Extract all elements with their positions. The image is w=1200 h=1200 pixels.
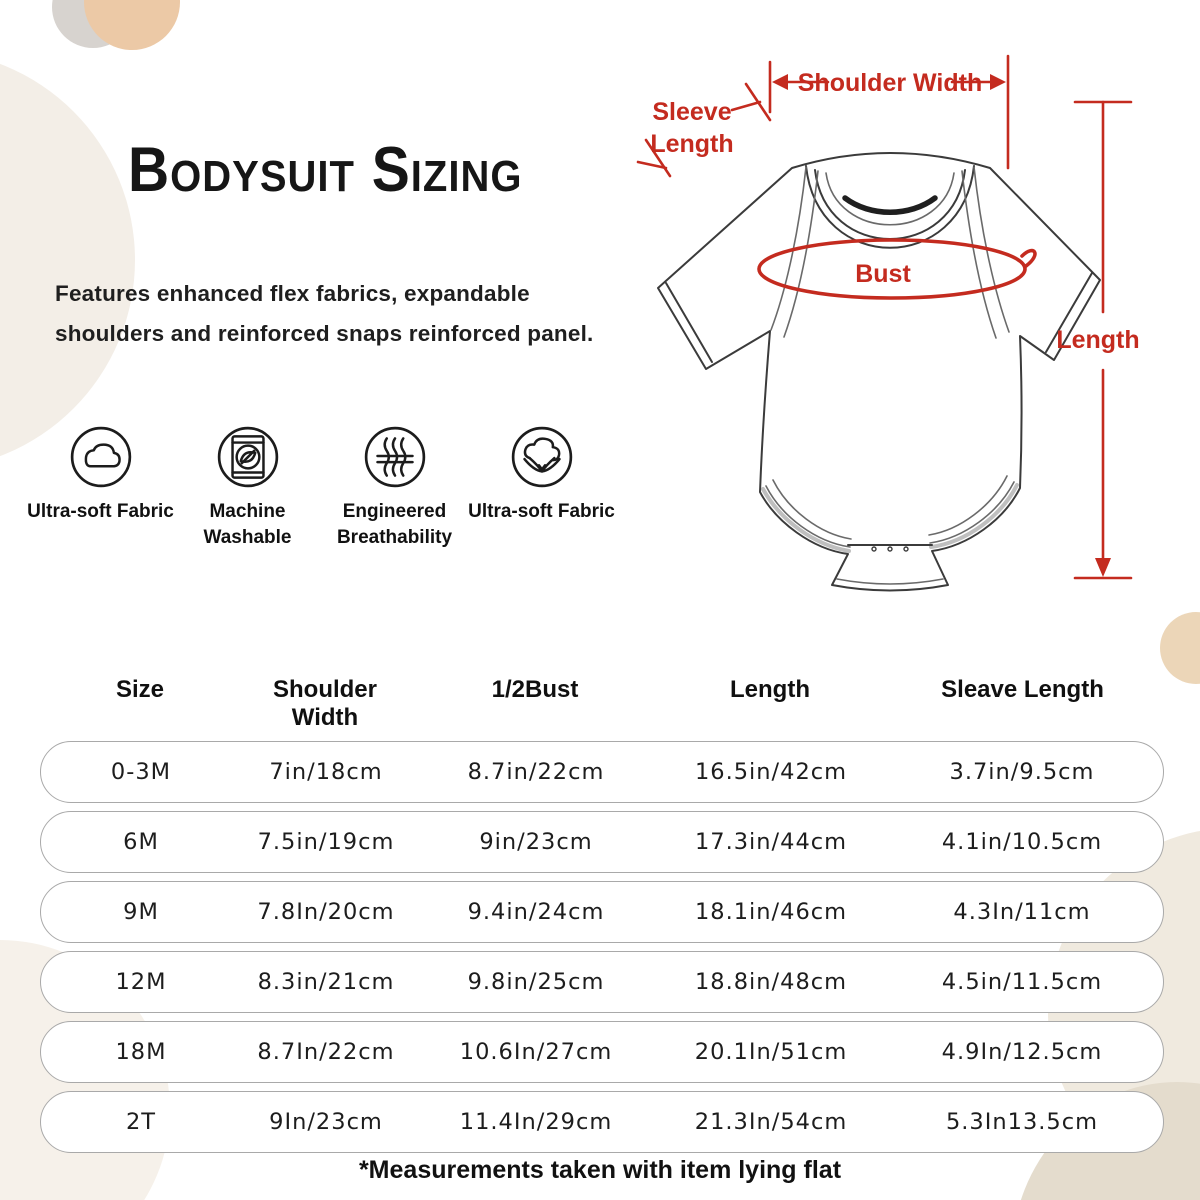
cloud-icon [68,424,134,490]
table-cell: 4.1in/10.5cm [941,829,1103,855]
feature-label: Machine Washable [203,501,292,548]
table-cell: 8.7in/22cm [467,759,605,785]
breathability-icon [362,424,428,490]
feature-item-breathability [321,424,468,550]
table-cell: 9in/23cm [479,829,593,855]
table-cell: 8.7In/22cm [257,1039,395,1065]
table-cell: 7.8In/20cm [257,899,395,925]
header-cell-half-bust: 1/2Bust [491,676,579,703]
table-row [40,1091,1164,1153]
bust-label: Bust [855,260,911,288]
header-cell-length: Length [730,676,810,703]
sleeve-length-label-line2: Length [650,130,734,158]
table-cell: 2T [125,1109,157,1135]
feature-label: Ultra-soft Fabric [468,501,615,522]
feature-item-machine-washable [174,424,321,550]
table-cell: 21.3In/54cm [694,1109,848,1135]
table-cell: 7.5in/19cm [257,829,395,855]
table-cell: 10.6In/27cm [459,1039,613,1065]
feature-label: Engineered Breathability [336,501,453,548]
table-cell: 11.4In/29cm [459,1109,613,1135]
cotton-icon [509,424,575,490]
header-cell-shoulder-width: Shoulder Width [272,676,377,731]
table-cell: 6M [123,829,159,855]
header-cell-size: Size [115,676,165,703]
table-cell: 0-3M [110,759,172,785]
table-cell: 3.7in/9.5cm [949,759,1095,785]
feature-label: Ultra-soft Fabric [27,501,174,522]
sleeve-length-label-line1: Sleeve [652,98,732,126]
table-row [40,951,1164,1013]
table-row [40,881,1164,943]
table-cell: 12M [115,969,167,995]
table-cell: 8.3in/21cm [257,969,395,995]
table-cell: 4.9In/12.5cm [941,1039,1103,1065]
header-cell-sleeve-length: Sleave Length [941,676,1104,703]
table-cell: 4.5in/11.5cm [941,969,1103,995]
table-cell: 9M [123,899,159,925]
table-cell: 9.4in/24cm [467,899,605,925]
table-row [40,741,1164,803]
table-row [40,811,1164,873]
table-cell: 9.8in/25cm [467,969,605,995]
table-row [40,1021,1164,1083]
table-cell: 5.3In13.5cm [945,1109,1099,1135]
length-label: Length [1056,326,1140,354]
table-cell: 9In/23cm [269,1109,383,1135]
feature-item-ultrasoft-2 [468,424,615,550]
washing-machine-icon [215,424,281,490]
decorative-circle-topleft [0,50,135,470]
bodysuit-outline [658,153,1100,591]
decorative-circle-right-small [1160,612,1200,684]
description-text: Features enhanced flex fabrics, expandable shoulders and reinforced snaps reinforced panel. [55,281,594,347]
table-cell: 17.3in/44cm [694,829,848,855]
measurement-footnote: *Measurements taken with item lying flat [358,1156,842,1184]
table-cell: 18.1in/46cm [694,899,848,925]
shoulder-width-label: Shoulder Width [797,69,983,97]
bodysuit-diagram [620,40,1160,620]
table-cell: 18M [115,1039,167,1065]
page-title: Bodysuit Sizing [128,135,523,206]
feature-item-ultrasoft-1 [27,424,174,550]
table-cell: 16.5in/42cm [694,759,848,785]
table-cell: 4.3In/11cm [953,899,1091,925]
feature-list [27,424,615,550]
table-header-row [40,676,1165,732]
table-cell: 20.1In/51cm [694,1039,848,1065]
table-cell: 18.8in/48cm [694,969,848,995]
table-cell: 7in/18cm [269,759,383,785]
